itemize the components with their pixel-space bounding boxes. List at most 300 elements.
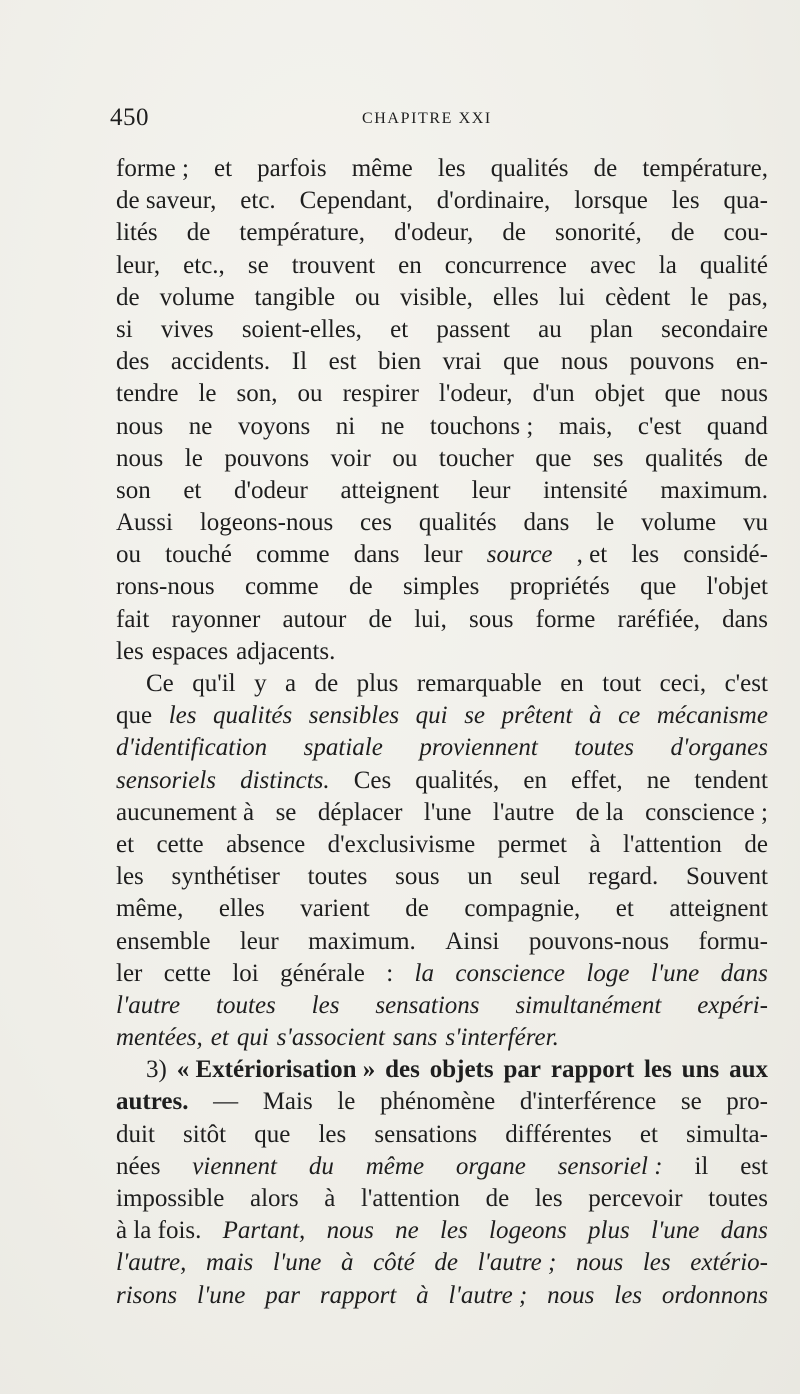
word: par (265, 1281, 301, 1309)
word: de (485, 1185, 510, 1212)
word: à (416, 1281, 429, 1309)
page-header (110, 104, 770, 140)
word: considé- (683, 541, 768, 569)
word: des (116, 348, 150, 376)
word: Ainsi (445, 927, 500, 955)
text-line (116, 829, 768, 861)
word: regard. (588, 863, 659, 891)
word: nées (116, 1152, 161, 1180)
word: compagnie, (464, 895, 581, 923)
word: même, (116, 895, 184, 923)
word: pouvons (224, 444, 310, 472)
word: l'une (423, 798, 472, 826)
word: dans (720, 1217, 768, 1245)
word: si (116, 315, 133, 343)
text-line (116, 668, 768, 700)
word: à (324, 1185, 336, 1212)
word: l'une (272, 1249, 322, 1277)
text-line (116, 1280, 768, 1312)
word: autour (282, 605, 347, 633)
text-line (116, 314, 768, 346)
word: distincts. (240, 766, 330, 794)
word: — (213, 1088, 239, 1116)
word: ou (297, 380, 323, 408)
word: mais (206, 1249, 254, 1277)
word: secondaire (661, 315, 768, 343)
text-line (116, 893, 768, 925)
word: organe (455, 1152, 526, 1180)
word: phénomène (380, 1088, 496, 1116)
word: qu'il (192, 670, 236, 697)
word: que (503, 348, 540, 376)
word: se (680, 1088, 702, 1116)
word: l'une (651, 1217, 700, 1245)
word: pouvons-nous (528, 927, 670, 955)
word: objet (594, 380, 645, 408)
page-number: 450 (110, 104, 149, 131)
word: fait (116, 605, 150, 633)
text-line (116, 861, 768, 893)
word: sitôt (183, 1120, 227, 1148)
word: de (348, 573, 373, 601)
word: de (744, 830, 768, 858)
word: que (664, 380, 701, 408)
word: de (405, 895, 429, 923)
word: l'autre, (116, 1249, 187, 1277)
word: que (254, 1120, 291, 1148)
word: qualités, (415, 766, 500, 794)
word: adjacents. (236, 637, 336, 665)
word: ni (335, 412, 356, 440)
word: ne (188, 412, 213, 440)
word: son, (236, 380, 278, 408)
word: conscience (455, 959, 566, 987)
word: d'exclusivisme (327, 830, 476, 858)
word: d'identification (116, 734, 268, 762)
word: c'est (637, 412, 682, 440)
word: absence (226, 830, 306, 858)
word: Souvent (686, 863, 768, 891)
word: en (523, 766, 547, 794)
word: atteignent (669, 895, 768, 923)
word: de (186, 219, 211, 247)
word: leur (471, 476, 511, 504)
word: le (596, 509, 615, 537)
word: température, (239, 219, 366, 247)
word: les (168, 702, 197, 730)
word: bien (378, 348, 422, 376)
word: autres. (116, 1088, 189, 1116)
word: varient (300, 895, 370, 923)
word: le (198, 380, 217, 408)
word: ceci, (659, 670, 707, 697)
word: l'une (197, 1281, 246, 1309)
word: remarquable (416, 670, 542, 697)
word: le (690, 283, 709, 311)
word: sans (392, 1024, 438, 1052)
word: les (318, 1120, 347, 1148)
word: simultanément (515, 991, 662, 1019)
word: générale (280, 959, 365, 987)
word: l'objet (706, 573, 768, 601)
word: que (116, 702, 153, 730)
word: nous (116, 444, 164, 472)
word: ses (592, 444, 624, 472)
word: propriétés (509, 573, 610, 601)
word: l'odeur, (438, 380, 513, 408)
word: il (694, 1152, 709, 1180)
text-line (116, 571, 768, 603)
text-line (116, 250, 768, 282)
word: d'odeur, (394, 219, 474, 247)
word: lorsque (574, 187, 648, 215)
word: les (642, 1249, 671, 1277)
text-line (116, 475, 768, 507)
word: cette (163, 959, 211, 987)
text-line (116, 346, 768, 378)
word: Il (291, 348, 308, 376)
word: d'interférence (519, 1088, 657, 1116)
word: logeons-nous (199, 509, 334, 537)
word: qualités (645, 444, 723, 472)
word: prêtent (501, 702, 573, 730)
word: sonorité, (555, 219, 642, 247)
word: de (502, 219, 526, 247)
word: avec (589, 251, 636, 279)
word: volume (641, 509, 717, 537)
word: leur (239, 927, 279, 955)
word: Cependant, (299, 187, 413, 215)
word: conscience ; (645, 798, 768, 826)
word: aucunement à (116, 798, 255, 826)
word: est (740, 1152, 768, 1180)
word: quand (706, 412, 768, 440)
word: est (328, 348, 357, 376)
word: pas, (728, 283, 768, 311)
word: même (351, 155, 413, 182)
word: de la (575, 798, 624, 826)
word: lui, (414, 605, 447, 633)
word: sensations (374, 1120, 478, 1148)
word: qualités (490, 155, 569, 182)
text-line (116, 1215, 768, 1247)
text-line (116, 153, 768, 185)
word: les (439, 1217, 468, 1245)
word: sensoriels (116, 766, 216, 794)
word: sous (469, 605, 514, 633)
text-line (116, 282, 768, 314)
word: raréfiée, (617, 605, 701, 633)
word: et (116, 830, 135, 858)
word: d'ordinaire, (436, 187, 551, 215)
word: du (308, 1152, 334, 1180)
text-line (116, 185, 768, 217)
word: elles (492, 283, 539, 311)
text-line (116, 926, 768, 958)
word: extério- (690, 1249, 768, 1277)
word: l'autre ; (448, 1281, 528, 1309)
word: uns (681, 1056, 720, 1084)
word: le (337, 1088, 356, 1116)
word: forme ; (116, 155, 189, 182)
word: duit (116, 1120, 155, 1148)
word: objets (429, 1056, 494, 1084)
word: son (116, 476, 151, 504)
word: concurrence (444, 251, 567, 279)
word: dans (720, 959, 768, 987)
word: risons (116, 1281, 178, 1309)
word: les (311, 991, 340, 1019)
word: se (247, 251, 269, 279)
word: espaces (151, 637, 229, 665)
text-line (116, 443, 768, 475)
word: les (116, 637, 144, 665)
word: maximum. (308, 927, 416, 955)
word: les (614, 1281, 643, 1309)
text-line (116, 1183, 768, 1215)
word: leur, (116, 251, 161, 279)
word: en (398, 251, 422, 279)
body-text (116, 153, 768, 1312)
word: nous (326, 1217, 374, 1245)
word: dans (722, 605, 768, 633)
word: la (658, 251, 677, 279)
word: par (503, 1056, 541, 1084)
word: cèdent (605, 283, 671, 311)
text-line (116, 732, 768, 764)
word: Partant, (222, 1217, 306, 1245)
word: pro- (726, 1088, 768, 1116)
word: nous (560, 348, 609, 376)
word: se (275, 798, 297, 826)
word: ce (618, 702, 641, 730)
word: un (467, 863, 493, 891)
text-line (116, 378, 768, 410)
text-line (116, 1086, 768, 1118)
word: simples (402, 573, 480, 601)
word: l'une (650, 959, 700, 987)
text-line (116, 1151, 768, 1183)
word: à (589, 830, 601, 858)
word: l'attention (622, 830, 722, 858)
text-line (116, 797, 768, 829)
word: comme (244, 573, 319, 601)
word: de saveur, (116, 187, 217, 215)
text-line (116, 604, 768, 636)
word: nous (720, 380, 768, 408)
word: trouvent (291, 251, 376, 279)
word: rapport (319, 1281, 397, 1309)
word: et (639, 1120, 658, 1148)
word: impossible (116, 1185, 225, 1212)
word: différentes (505, 1120, 612, 1148)
word: toutes (574, 734, 634, 762)
word: de (368, 605, 393, 633)
word: simulta- (686, 1120, 768, 1148)
word: expéri- (697, 991, 768, 1019)
word: permet (497, 830, 568, 858)
word: c'est (724, 670, 768, 697)
word: se (464, 702, 486, 730)
word: et (615, 895, 634, 923)
word: l'autre (492, 798, 555, 826)
word: respirer (342, 380, 419, 408)
word: Ces (353, 766, 392, 794)
word: a (285, 670, 297, 697)
word: dans (523, 509, 570, 537)
word: Aussi (116, 509, 173, 537)
word: loge (586, 959, 630, 987)
word: et (390, 315, 409, 343)
word: touchons ; (429, 412, 534, 440)
word: plan (589, 315, 633, 343)
word: l'attention (360, 1185, 460, 1212)
word: « Extériorisation » (176, 1056, 376, 1084)
word: qualités (213, 702, 293, 730)
word: les (116, 863, 144, 891)
word: formu- (698, 927, 768, 955)
word: ces (360, 509, 392, 537)
word: qui (236, 1024, 269, 1052)
word: etc., (183, 251, 225, 279)
word: soient-elles, (241, 315, 362, 343)
word: toutes (708, 1185, 768, 1212)
word: qualité (699, 251, 768, 279)
word: rapport (550, 1056, 635, 1084)
word: le (184, 444, 203, 472)
word: cette (156, 830, 204, 858)
word: qualités (418, 509, 497, 537)
word: et (210, 1024, 229, 1052)
word: au (538, 315, 562, 343)
word: plus (588, 1217, 630, 1245)
text-line (116, 636, 768, 668)
word: plus (356, 670, 399, 697)
word: volume (159, 283, 235, 311)
word: de (744, 444, 768, 472)
word: sensations (375, 991, 480, 1019)
word: percevoir (588, 1185, 683, 1212)
word: que (535, 444, 572, 472)
text-line (116, 411, 768, 443)
word: ou (116, 541, 141, 569)
word: d'odeur (233, 476, 308, 504)
word: touché (165, 541, 232, 569)
word: sensibles (308, 702, 400, 730)
word: 3) (146, 1056, 167, 1084)
word: ordonnons (661, 1281, 768, 1309)
word: lui (558, 283, 586, 311)
word: de (593, 155, 618, 182)
text-line (116, 765, 768, 797)
word: elles (218, 895, 265, 923)
word: nous (547, 1281, 595, 1309)
running-title: CHAPITRE XXI (362, 110, 492, 127)
word: les (631, 541, 660, 569)
word: s'interférer. (445, 1024, 559, 1052)
word: mentées, (116, 1024, 203, 1052)
word: la (414, 959, 434, 987)
word: déplacer (317, 798, 403, 826)
word: voyons (237, 412, 311, 440)
word: les (534, 1185, 563, 1212)
word: vrai (442, 348, 482, 376)
word: effet, (571, 766, 623, 794)
word: atteignent (340, 476, 440, 504)
word: l'autre (116, 991, 181, 1019)
text-line (116, 1247, 768, 1279)
word: lités (116, 219, 158, 247)
word: loi (232, 959, 259, 987)
word: à (589, 702, 602, 730)
word: tendent (694, 766, 768, 794)
word: en- (736, 348, 768, 376)
word: ler (116, 959, 143, 987)
word: qui (415, 702, 448, 730)
word: forme (535, 605, 596, 633)
word: ensemble (116, 927, 211, 955)
word: aux (729, 1056, 768, 1084)
word: de (314, 670, 339, 697)
word: seul (520, 863, 561, 891)
word: de (116, 283, 140, 311)
text-line (116, 1022, 768, 1054)
word: visible, (400, 283, 473, 311)
word: alors (249, 1185, 299, 1212)
word: viennent (192, 1152, 277, 1180)
word: rayonner (171, 605, 261, 633)
word: en (560, 670, 584, 697)
text-line (116, 539, 768, 571)
word: à (340, 1249, 354, 1277)
word: les (437, 155, 466, 182)
word: côté (373, 1249, 415, 1277)
word: comme (255, 541, 330, 569)
word: sensoriel : (557, 1152, 663, 1180)
word: leur (423, 541, 463, 569)
word: d'organes (670, 734, 768, 762)
word: tout (602, 670, 642, 697)
word: mécanisme (656, 702, 768, 730)
word: ne (380, 412, 405, 440)
text-line (116, 1119, 768, 1151)
word: sous (395, 863, 440, 891)
text-line (116, 1054, 768, 1086)
word: logeons (489, 1217, 567, 1245)
word: cou- (723, 219, 768, 247)
word: spatiale (303, 734, 383, 762)
text-line (116, 217, 768, 249)
text-line (116, 507, 768, 539)
word: ne (646, 766, 671, 794)
word: ou (392, 444, 418, 472)
word: qua- (723, 187, 768, 215)
word: les (671, 187, 700, 215)
word: accidents. (170, 348, 271, 376)
word: voir (330, 444, 371, 472)
word: température, (642, 155, 768, 182)
word: rons-nous (116, 573, 215, 601)
word: toutes (216, 991, 276, 1019)
word: que (640, 573, 677, 601)
word: proviennent (419, 734, 538, 762)
word: Ce (146, 670, 174, 697)
word: les (644, 1056, 672, 1084)
word: , et (576, 541, 608, 569)
word: des (385, 1056, 420, 1084)
word: mais, (558, 412, 613, 440)
word: vu (742, 509, 768, 537)
